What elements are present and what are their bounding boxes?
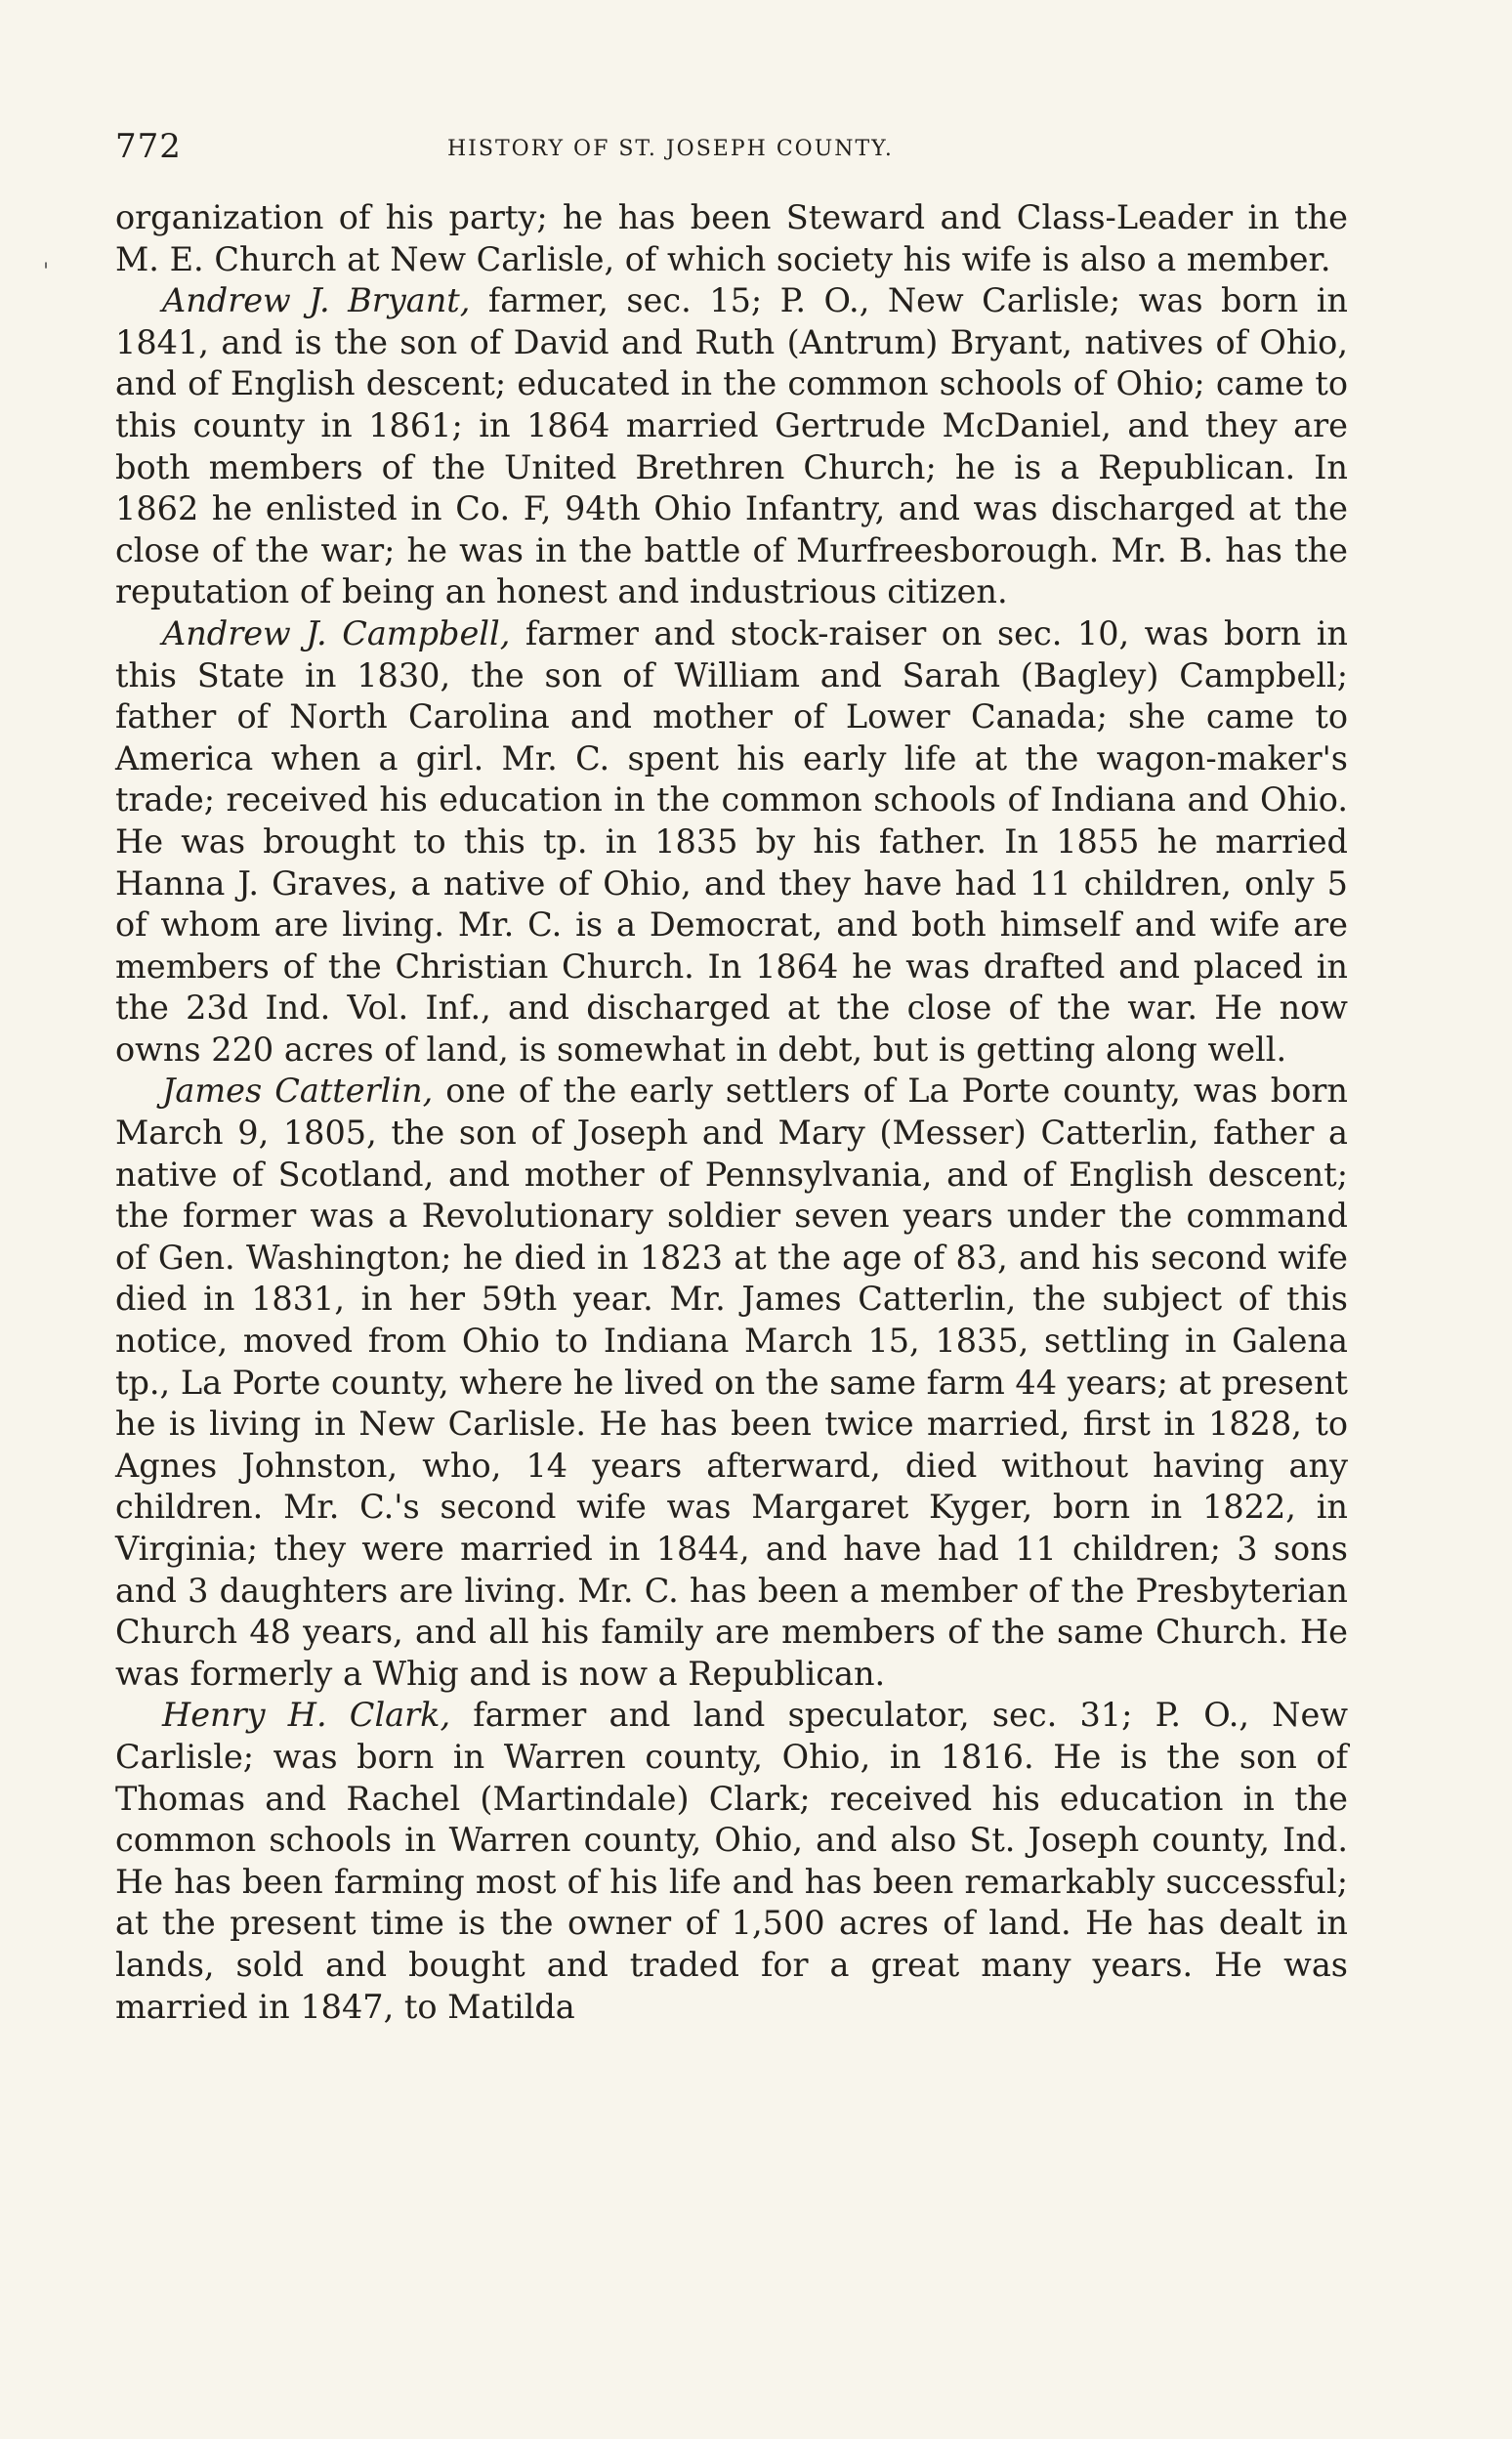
biography-subject-name: Andrew J. Campbell, [162,613,511,652]
paragraph-text: organization of his party; he has been Steward and Class-Leader in the M. E. Church at New Carlisle, of which society his wife is also a member. [115,198,1348,278]
body-text [115,197,1348,2028]
page-header [115,127,1348,176]
paragraph-text: farmer, sec. 15; P. O., New Carlisle; was born in 1841, and is the son of David and Ruth (Antrum) Bryant, natives of Ohio, and of English descent; educated in the common schools of Ohio; came to this county in 1861; in 1864 married Gertrude McDaniel, and they are both members of the United Brethren Church; he is a Republican. In 1862 he enlisted in Co. F, 94th Ohio Infantry, and was discharged at the close of the war; he was in the battle of Murfreesborough. Mr. B. has the reputation of being an honest and industrious citizen. [115,281,1348,611]
paragraph-text: farmer and stock-raiser on sec. 10, was born in this State in 1830, the son of William and Sarah (Bagley) Campbell; father of North Carolina and mother of Lower Canada; she came to America when a girl. Mr. C. spent his early life at the wagon-maker's trade; received his education in the common schools of Indiana and Ohio. He was brought to this tp. in 1835 by his father. In 1855 he married Hanna J. Graves, a native of Ohio, and they have had 11 children, only 5 of whom are living. Mr. C. is a Democrat, and both himself and wife are members of the Christian Church. In 1864 he was drafted and placed in the 23d Ind. Vol. Inf., and discharged at the close of the war. He now owns 220 acres of land, is somewhat in debt, but is getting along well. [115,613,1348,1069]
biography-subject-name: James Catterlin, [162,1072,434,1111]
paragraph-continuation [115,197,1348,280]
biography-clark [115,1695,1348,2028]
page [115,127,1348,2028]
paragraph-text: farmer and land speculator, sec. 31; P. O., New Carlisle; was born in Warren county, Ohio, in 1816. He is the son of Thomas and Rachel (Martindale) Clark; received his education in the common schools in Warren county, Ohio, and also St. Joseph county, Ind. He has been farming most of his life and has been remarkably successful; at the present time is the owner of 1,500 acres of land. He has dealt in lands, sold and bought and traded for a great many years. He was married in 1847, to Matilda [115,1696,1348,2026]
page-number: 772 [115,127,182,166]
biography-catterlin [115,1071,1348,1695]
running-head: HISTORY OF ST. JOSEPH COUNTY. [447,137,894,161]
biography-bryant [115,280,1348,613]
biography-campbell [115,613,1348,1072]
stray-ink-mark: ' [43,260,50,284]
biography-subject-name: Andrew J. Bryant, [162,281,471,320]
paragraph-text: one of the early settlers of La Porte county, was born March 9, 1805, the son of Joseph and Mary (Messer) Catterlin, father a native of Scotland, and mother of Pennsylvania, and of English descent; the former was a Revolutionary soldier seven years under the command of Gen. Washington; he died in 1823 at the age of 83, and his second wife died in 1831, in her 59th year. Mr. James Catterlin, the subject of this notice, moved from Ohio to Indiana March 15, 1835, settling in Galena tp., La Porte county, where he lived on the same farm 44 years; at present he is living in New Carlisle. He has been twice married, first in 1828, to Agnes Johnston, who, 14 years afterward, died without having any children. Mr. C.'s second wife was Margaret Kyger, born in 1822, in Virginia; they were married in 1844, and have had 11 children; 3 sons and 3 daughters are living. Mr. C. has been a member of the Presbyterian Church 48 years, and all his family are members of the same Church. He was formerly a Whig and is now a Republican. [115,1072,1348,1693]
biography-subject-name: Henry H. Clark, [162,1696,451,1735]
